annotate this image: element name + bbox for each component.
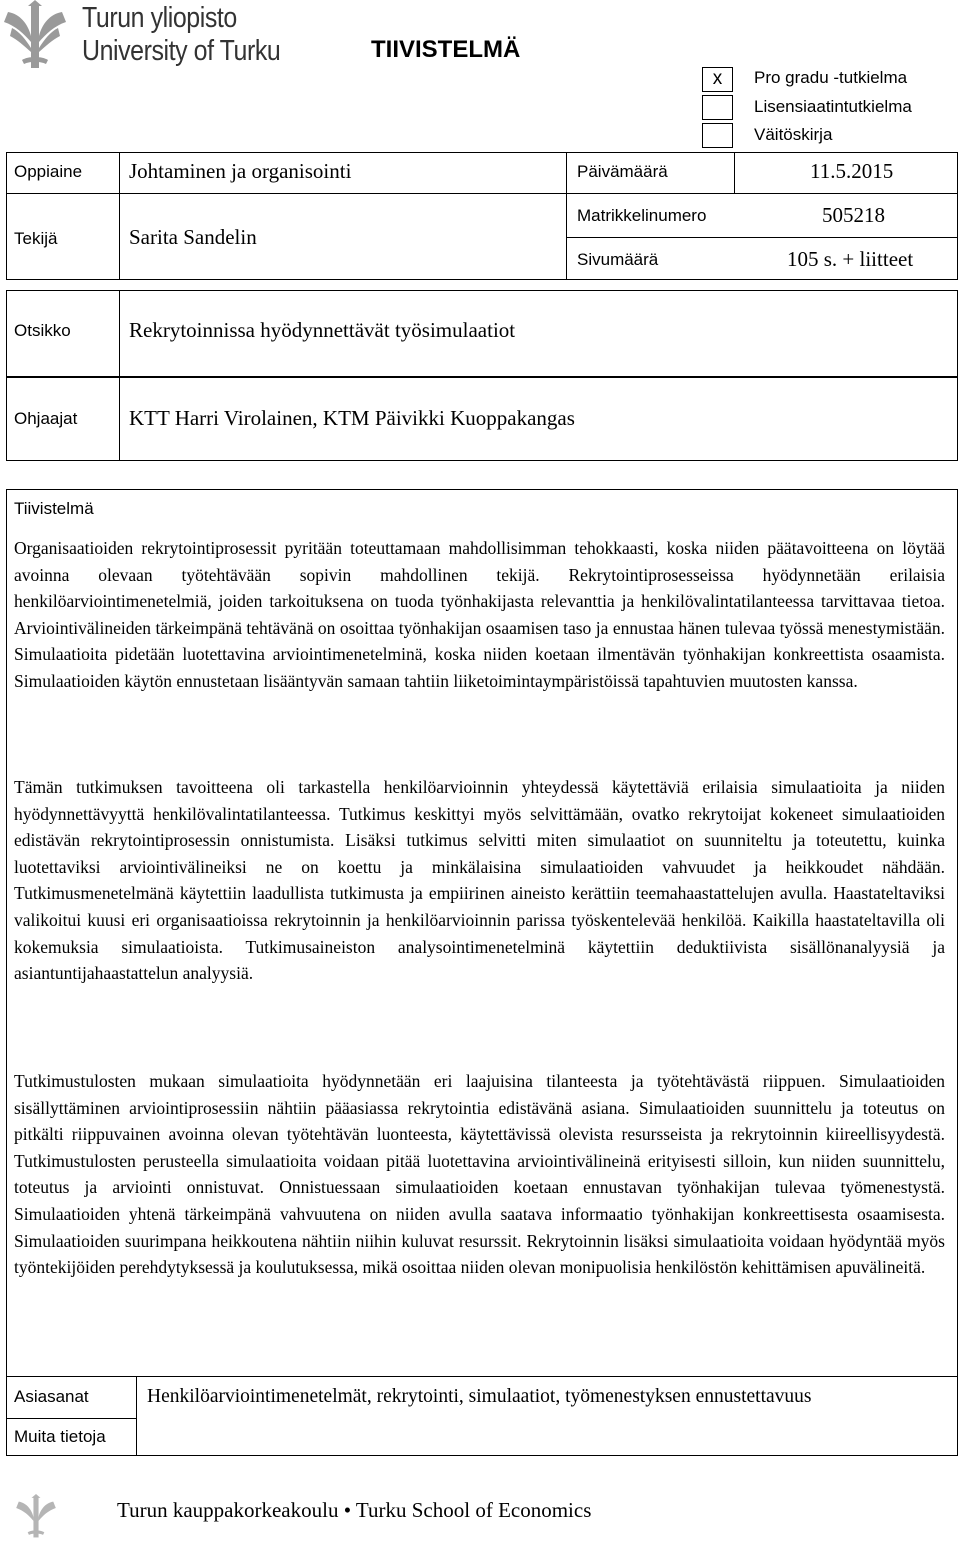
abstract-paragraph-1: Organisaatioiden rekrytointiprosessit pyritään toteuttamaan mahdollisimman tehokkaasti, koska niiden päätavoitteena on löytää avoinna olevaan työtehtävään sopivin mahdollinen tekijä. Rekrytointiprosesseissa hyödynnetään erilaisia henkilöarviointimenetelmiä, joiden tarkoituksena on tuoda työnhakijasta relevanttia ja henkilövalintatilanteessa tarvittavaa tietoa. Arviointivälineiden tärkeimpänä tehtävänä on osoittaa työnhakijan osaamisen taso ja ennustaa hänen tulevaa työssä menestymistään. Simulaatioita pidetään luotettavina arviointimenetelminä, koska niiden koetaan ilmentävän työnhakijan konkreettista osaamista. Simulaatioiden käytön ennustetaan lisääntyvän samaan tahtiin liiketoimintaympäristöissä tapahtuvien muutosten kanssa. (14, 538, 945, 691)
otsikko-label: Otsikko (14, 321, 71, 340)
otsikko-value: Rekrytoinnissa hyödynnettävät työsimulaatiot (129, 318, 516, 342)
footer-text: Turun kauppakorkeakoulu • Turku School of Economics (117, 1498, 592, 1522)
sivumaara-label: Sivumäärä (577, 250, 659, 269)
muita-tietoja-label: Muita tietoja (14, 1427, 106, 1446)
paivamaara-value: 11.5.2015 (810, 159, 894, 183)
degree-label-lisensiaatti: Lisensiaatintutkielma (754, 97, 912, 116)
abstract-paragraph-3: Tutkimustulosten mukaan simulaatioita hyödynnetään eri laajuisina tilanteesta ja työtehtävästä riippuen. Simulaatioiden sisällyttäminen arviointiprosessiin nähtiin pääasiassa rekrytointia edistävänä asiana. Simulaatioiden suunnittelu ja toteutus on pitkälti riippuvainen avoinna olevan työtehtävän luonteesta, käytettävissä olevista resursseista ja rekrytoinnin kiireellisyydestä. Tutkimustulosten perusteella simulaatioita voidaan pitää luotettavina arviointivälineinä erityisesti silloin, kun niiden suunnittelu, toteutus ja arviointi onnistuvat. Onnistuessaan simulaatioiden koetaan ennustavan työnhakijan tulevaa työmenestystä. Simulaatioiden yhtenä tärkeimpänä vahvuutena on niiden avulla saatava informaatio työnhakijan konkreettisesta osaamisesta. Simulaatioiden suurimpana heikkoutena nähtiin niihin kuluvat resurssit. Rekrytoinnin lisäksi simulaatioita voidaan hyödyntää myös työntekijöiden perehdytyksessä ja koulutuksessa, mikä osoittaa niiden olevan monipuolisia henkilöstön kehittämisen apuvälineitä. (14, 1071, 945, 1278)
sivumaara-value: 105 s. + liitteet (787, 247, 914, 271)
degree-checkbox-pro-gradu[interactable]: x (702, 67, 733, 92)
degree-label-vaitoskirja: Väitöskirja (754, 125, 833, 144)
ohjaajat-value: KTT Harri Virolainen, KTM Päivikki Kuoppakangas (129, 406, 575, 430)
ohjaajat-label: Ohjaajat (14, 409, 78, 428)
degree-checkbox-lisensiaatti[interactable] (702, 95, 733, 120)
matrikkeli-value: 505218 (822, 203, 885, 227)
oppiaine-label: Oppiaine (14, 162, 83, 181)
abstract-paragraph-2: Tämän tutkimuksen tavoitteena oli tarkastella henkilöarvioinnin yhteydessä käytettäviä erilaisia simulaatioita ja niiden hyödynnettävyyttä henkilövalintatilanteessa. Tutkimus keskittyi myös selvittämään, ovatko rekrytoijat kokeneet simulaatioiden edistävän rekrytointiprosessin onnistumista. Lisäksi tutkimus selvitti miten simulaatiot on suunniteltu ja toteutettu, kuinka luotettaviksi arviointivälineiksi ne on koettu ja minkälaisina simulaatioiden vahvuudet ja heikkoudet nähdään. Tutkimusmenetelmänä käytettiin laadullista tutkimusta ja empiirinen aineisto kerättiin teemahaastattelujen avulla. Haastateltaviksi valikoitui kuusi eri organisaatioissa rekrytoinnin ja henkilöarvioinnin parissa työskentelevää henkilöä. Kaikilla haastateltavilla oli kokemuksia simulaatioista. Tutkimusaineiston analysointimenetelminä käytettiin deduktiivista sisällönanalyysiä ja asiantuntijahaastattelun analyysiä. (14, 777, 945, 984)
asiasanat-value: Henkilöarviointimenetelmät, rekrytointi, simulaatiot, työmenestyksen ennustettavuus (147, 1386, 812, 1407)
logo-line-1: Turun yliopisto (82, 2, 237, 34)
tekija-label: Tekijä (14, 229, 58, 248)
tekija-value: Sarita Sandelin (129, 225, 257, 249)
university-emblem-icon (2, 0, 68, 72)
matrikkeli-label: Matrikkelinumero (577, 206, 707, 225)
abstract-heading: Tiivistelmä (14, 499, 94, 518)
university-logo (2, 0, 282, 75)
degree-label-pro-gradu: Pro gradu -tutkielma (754, 68, 908, 87)
logo-line-2: University of Turku (82, 35, 281, 67)
oppiaine-value: Johtaminen ja organisointi (129, 159, 352, 183)
asiasanat-label: Asiasanat (14, 1387, 89, 1406)
degree-checkbox-vaitoskirja[interactable] (702, 123, 733, 148)
document-title: TIIVISTELMÄ (371, 36, 521, 63)
footer-emblem-icon (14, 1494, 58, 1540)
paivamaara-label: Päivämäärä (577, 162, 668, 181)
